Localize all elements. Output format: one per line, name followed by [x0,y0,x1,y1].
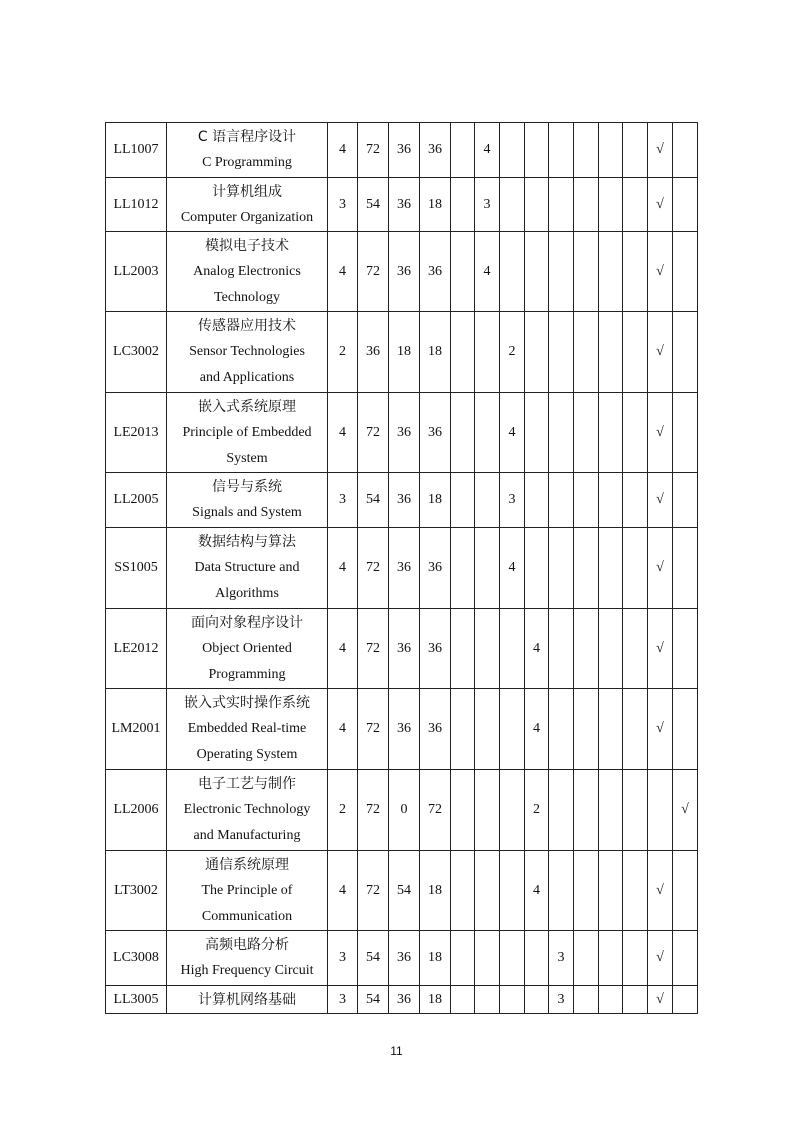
table-cell [574,232,599,312]
course-name-en: Object Oriented [202,640,292,656]
course-code: LC3008 [106,931,167,986]
table-cell: 72 [358,123,389,178]
table-cell [500,689,525,770]
table-cell: 54 [358,178,389,232]
course-name-cn: 传感器应用技术 [198,318,296,334]
table-cell [525,986,549,1014]
table-cell [549,393,574,473]
table-cell [475,986,500,1014]
course-table [105,122,698,1014]
table-cell: 4 [328,851,358,931]
table-cell [623,178,648,232]
table-cell: 54 [389,851,420,931]
course-name [167,770,328,851]
table-cell: 18 [420,931,451,986]
table-cell: 72 [358,851,389,931]
table-cell: 36 [389,609,420,689]
table-cell [599,986,623,1014]
course-name-en: High Frequency Circuit [180,963,314,978]
table-cell: 36 [420,393,451,473]
table-cell: 54 [358,473,389,528]
table-cell: 18 [420,986,451,1014]
table-cell [475,393,500,473]
table-cell [500,178,525,232]
table-cell: 72 [358,689,389,770]
table-cell: 3 [328,473,358,528]
table-cell [623,770,648,851]
table-cell: 72 [358,232,389,312]
table-cell [475,931,500,986]
table-cell [673,689,698,770]
table-cell: 4 [475,123,500,178]
table-cell [525,473,549,528]
course-code: LE2012 [106,609,167,689]
table-cell [475,473,500,528]
table-cell: 4 [500,528,525,609]
table-cell [475,528,500,609]
table-cell: 72 [358,609,389,689]
course-name-en: Communication [201,908,293,924]
course-name-cn: 面向对象程序设计 [191,614,303,631]
table-cell [574,851,599,931]
course-code: LL3005 [106,986,167,1014]
table-cell: 2 [525,770,549,851]
table-cell [574,473,599,528]
table-cell: 2 [328,770,358,851]
table-cell [673,528,698,609]
table-cell [574,986,599,1014]
table-cell: 4 [525,609,549,689]
table-cell: √ [648,123,673,178]
table-cell: 3 [328,931,358,986]
table-cell: 54 [358,931,389,986]
table-cell: 36 [389,931,420,986]
course-name-cn: 模拟电子技术 [205,237,289,254]
table-cell: 36 [420,528,451,609]
table-cell [673,986,698,1014]
course-name-cn: C 语言程序设计 [197,129,297,145]
course-name-en: Sensor Technologies [189,344,305,359]
course-name [167,232,328,312]
table-cell [623,851,648,931]
course-code: SS1005 [106,528,167,609]
course-name-cn: 信号与系统 [212,479,282,495]
course-name [167,393,328,473]
course-name-en: Analog Electronics [193,263,301,279]
course-name [167,851,328,931]
table-cell: 36 [420,689,451,770]
table-cell [475,312,500,393]
course-name-en: Embedded Real-time [187,721,307,736]
table-row [106,770,698,851]
table-cell [451,986,475,1014]
table-cell [623,312,648,393]
table-cell [525,393,549,473]
table-cell [673,232,698,312]
table-cell [549,232,574,312]
table-row [106,123,698,178]
table-cell [574,609,599,689]
table-cell [623,528,648,609]
table-cell: 18 [420,473,451,528]
table-row [106,393,698,473]
table-cell: √ [648,931,673,986]
table-cell: √ [648,528,673,609]
table-cell [623,609,648,689]
table-cell [451,770,475,851]
table-cell [549,609,574,689]
table-cell: 2 [500,312,525,393]
table-cell [599,609,623,689]
course-name-en: System [226,450,268,466]
table-cell [623,931,648,986]
table-row [106,473,698,528]
course-name [167,986,328,1014]
table-cell [549,473,574,528]
course-code: LL2003 [106,232,167,312]
table-cell [525,312,549,393]
table-cell: 4 [328,123,358,178]
table-cell: 3 [549,931,574,986]
table-cell [549,770,574,851]
course-name [167,473,328,528]
table-row [106,178,698,232]
table-cell: √ [648,609,673,689]
course-name-cn: 高频电路分析 [205,937,289,953]
table-cell [500,851,525,931]
table-cell [475,609,500,689]
table-cell [525,931,549,986]
table-cell [574,931,599,986]
course-code: LC3002 [106,312,167,393]
table-row [106,851,698,931]
table-body [106,123,698,1014]
table-cell: 4 [475,232,500,312]
table-cell: 72 [358,393,389,473]
table-cell: 18 [389,312,420,393]
table-cell: 4 [328,528,358,609]
table-cell: 4 [525,689,549,770]
table-cell: 54 [358,986,389,1014]
table-cell: 18 [420,312,451,393]
table-cell: 36 [358,312,389,393]
table-cell [623,473,648,528]
course-name-en: C Programming [202,155,292,170]
table-cell [451,393,475,473]
table-cell: 4 [328,689,358,770]
table-row [106,232,698,312]
course-name [167,931,328,986]
table-cell [525,232,549,312]
table-cell [500,232,525,312]
table-cell [574,312,599,393]
table-cell [549,312,574,393]
table-cell [525,123,549,178]
course-code: LL2005 [106,473,167,528]
course-name-en: Principle of Embedded [182,424,312,440]
table-cell: 36 [389,393,420,473]
table-cell: 4 [328,232,358,312]
table-cell [574,770,599,851]
table-cell: 36 [420,609,451,689]
course-code: LM2001 [106,689,167,770]
table-cell [500,609,525,689]
table-cell [648,770,673,851]
table-cell [500,986,525,1014]
table-cell [451,931,475,986]
table-cell [599,528,623,609]
table-row [106,931,698,986]
table-cell [451,528,475,609]
table-row [106,312,698,393]
table-cell: √ [648,986,673,1014]
table-cell [549,123,574,178]
course-name-en: Computer Organization [180,209,314,225]
table-cell: √ [648,473,673,528]
course-name [167,123,328,178]
table-cell: 72 [420,770,451,851]
table-cell [574,393,599,473]
course-name-en: Signals and System [192,505,302,520]
table-cell: 2 [328,312,358,393]
table-cell [574,528,599,609]
course-name-cn: 数据结构与算法 [198,534,296,550]
course-name [167,312,328,393]
table-cell: 4 [500,393,525,473]
course-code: LL1012 [106,178,167,232]
table-row [106,609,698,689]
table-cell [599,931,623,986]
table-row [106,986,698,1014]
table-cell [673,931,698,986]
course-name-en: Data Structure and [194,560,300,575]
table-cell [500,123,525,178]
table-cell [623,232,648,312]
course-name-en: Electronic Technology [183,802,311,817]
table-cell: 3 [328,178,358,232]
table-cell: 72 [358,770,389,851]
table-cell: 36 [389,123,420,178]
table-cell [673,312,698,393]
table-cell: √ [673,770,698,851]
course-name-cn: 嵌入式实时操作系统 [184,695,310,711]
table-row [106,528,698,609]
course-code: LE2013 [106,393,167,473]
table-cell [623,689,648,770]
table-cell: 36 [420,123,451,178]
table-cell [673,609,698,689]
table-cell [549,851,574,931]
table-cell [525,528,549,609]
course-name-en: The Principle of [201,882,293,898]
table-row [106,689,698,770]
table-cell [451,851,475,931]
course-code: LT3002 [106,851,167,931]
course-name-en: Operating System [196,747,298,762]
table-cell: 36 [389,528,420,609]
table-cell [673,178,698,232]
table-cell [549,689,574,770]
course-name [167,689,328,770]
table-cell [549,528,574,609]
table-cell: 4 [328,393,358,473]
course-name-cn: 电子工艺与制作 [198,776,296,792]
course-name-en: Programming [208,666,286,682]
table-cell [500,931,525,986]
table-cell [549,178,574,232]
table-cell [599,393,623,473]
table-cell [475,851,500,931]
table-cell [599,689,623,770]
page-number: 11 [390,1044,403,1058]
table-cell: √ [648,232,673,312]
table-cell: 4 [328,609,358,689]
table-cell [451,609,475,689]
course-name-en: and Manufacturing [193,828,301,843]
table-cell [475,770,500,851]
table-cell [623,986,648,1014]
table-cell [574,178,599,232]
table-cell: √ [648,851,673,931]
table-cell: 4 [525,851,549,931]
course-name-cn: 计算机组成 [212,183,282,200]
table-cell [451,178,475,232]
table-cell: 36 [389,232,420,312]
table-cell [599,123,623,178]
table-cell [623,393,648,473]
course-code: LL1007 [106,123,167,178]
table-cell: √ [648,312,673,393]
table-cell [451,232,475,312]
table-cell [574,123,599,178]
course-name-cn: 计算机网络基础 [198,991,296,1008]
course-name-cn: 嵌入式系统原理 [198,398,296,415]
table-cell [599,851,623,931]
table-cell: 36 [389,473,420,528]
table-cell: √ [648,393,673,473]
table-cell [673,851,698,931]
table-cell [451,473,475,528]
table-cell: 36 [389,986,420,1014]
course-name-en: Algorithms [215,586,279,601]
table-cell [451,123,475,178]
table-cell: 0 [389,770,420,851]
table-cell: 3 [500,473,525,528]
course-name [167,528,328,609]
table-cell: 36 [389,178,420,232]
table-cell [599,770,623,851]
table-cell [673,123,698,178]
table-cell [599,473,623,528]
course-name [167,609,328,689]
table-cell [451,312,475,393]
table-cell: 18 [420,178,451,232]
course-name-cn: 通信系统原理 [205,856,289,873]
course-name-en: Technology [214,289,280,305]
table-cell [451,689,475,770]
table-cell [574,689,599,770]
table-cell [599,312,623,393]
table-cell [673,393,698,473]
table-cell [475,689,500,770]
table-cell [673,473,698,528]
table-cell: 36 [389,689,420,770]
table-cell: √ [648,178,673,232]
table-cell: 18 [420,851,451,931]
table-cell [599,178,623,232]
table-cell [500,770,525,851]
table-cell: √ [648,689,673,770]
table-cell: 3 [328,986,358,1014]
table-cell: 3 [475,178,500,232]
course-code: LL2006 [106,770,167,851]
course-name [167,178,328,232]
table-cell: 3 [549,986,574,1014]
table-cell: 36 [420,232,451,312]
table-cell [525,178,549,232]
table-cell [623,123,648,178]
table-cell: 72 [358,528,389,609]
table-cell [599,232,623,312]
course-name-en: and Applications [199,370,295,385]
